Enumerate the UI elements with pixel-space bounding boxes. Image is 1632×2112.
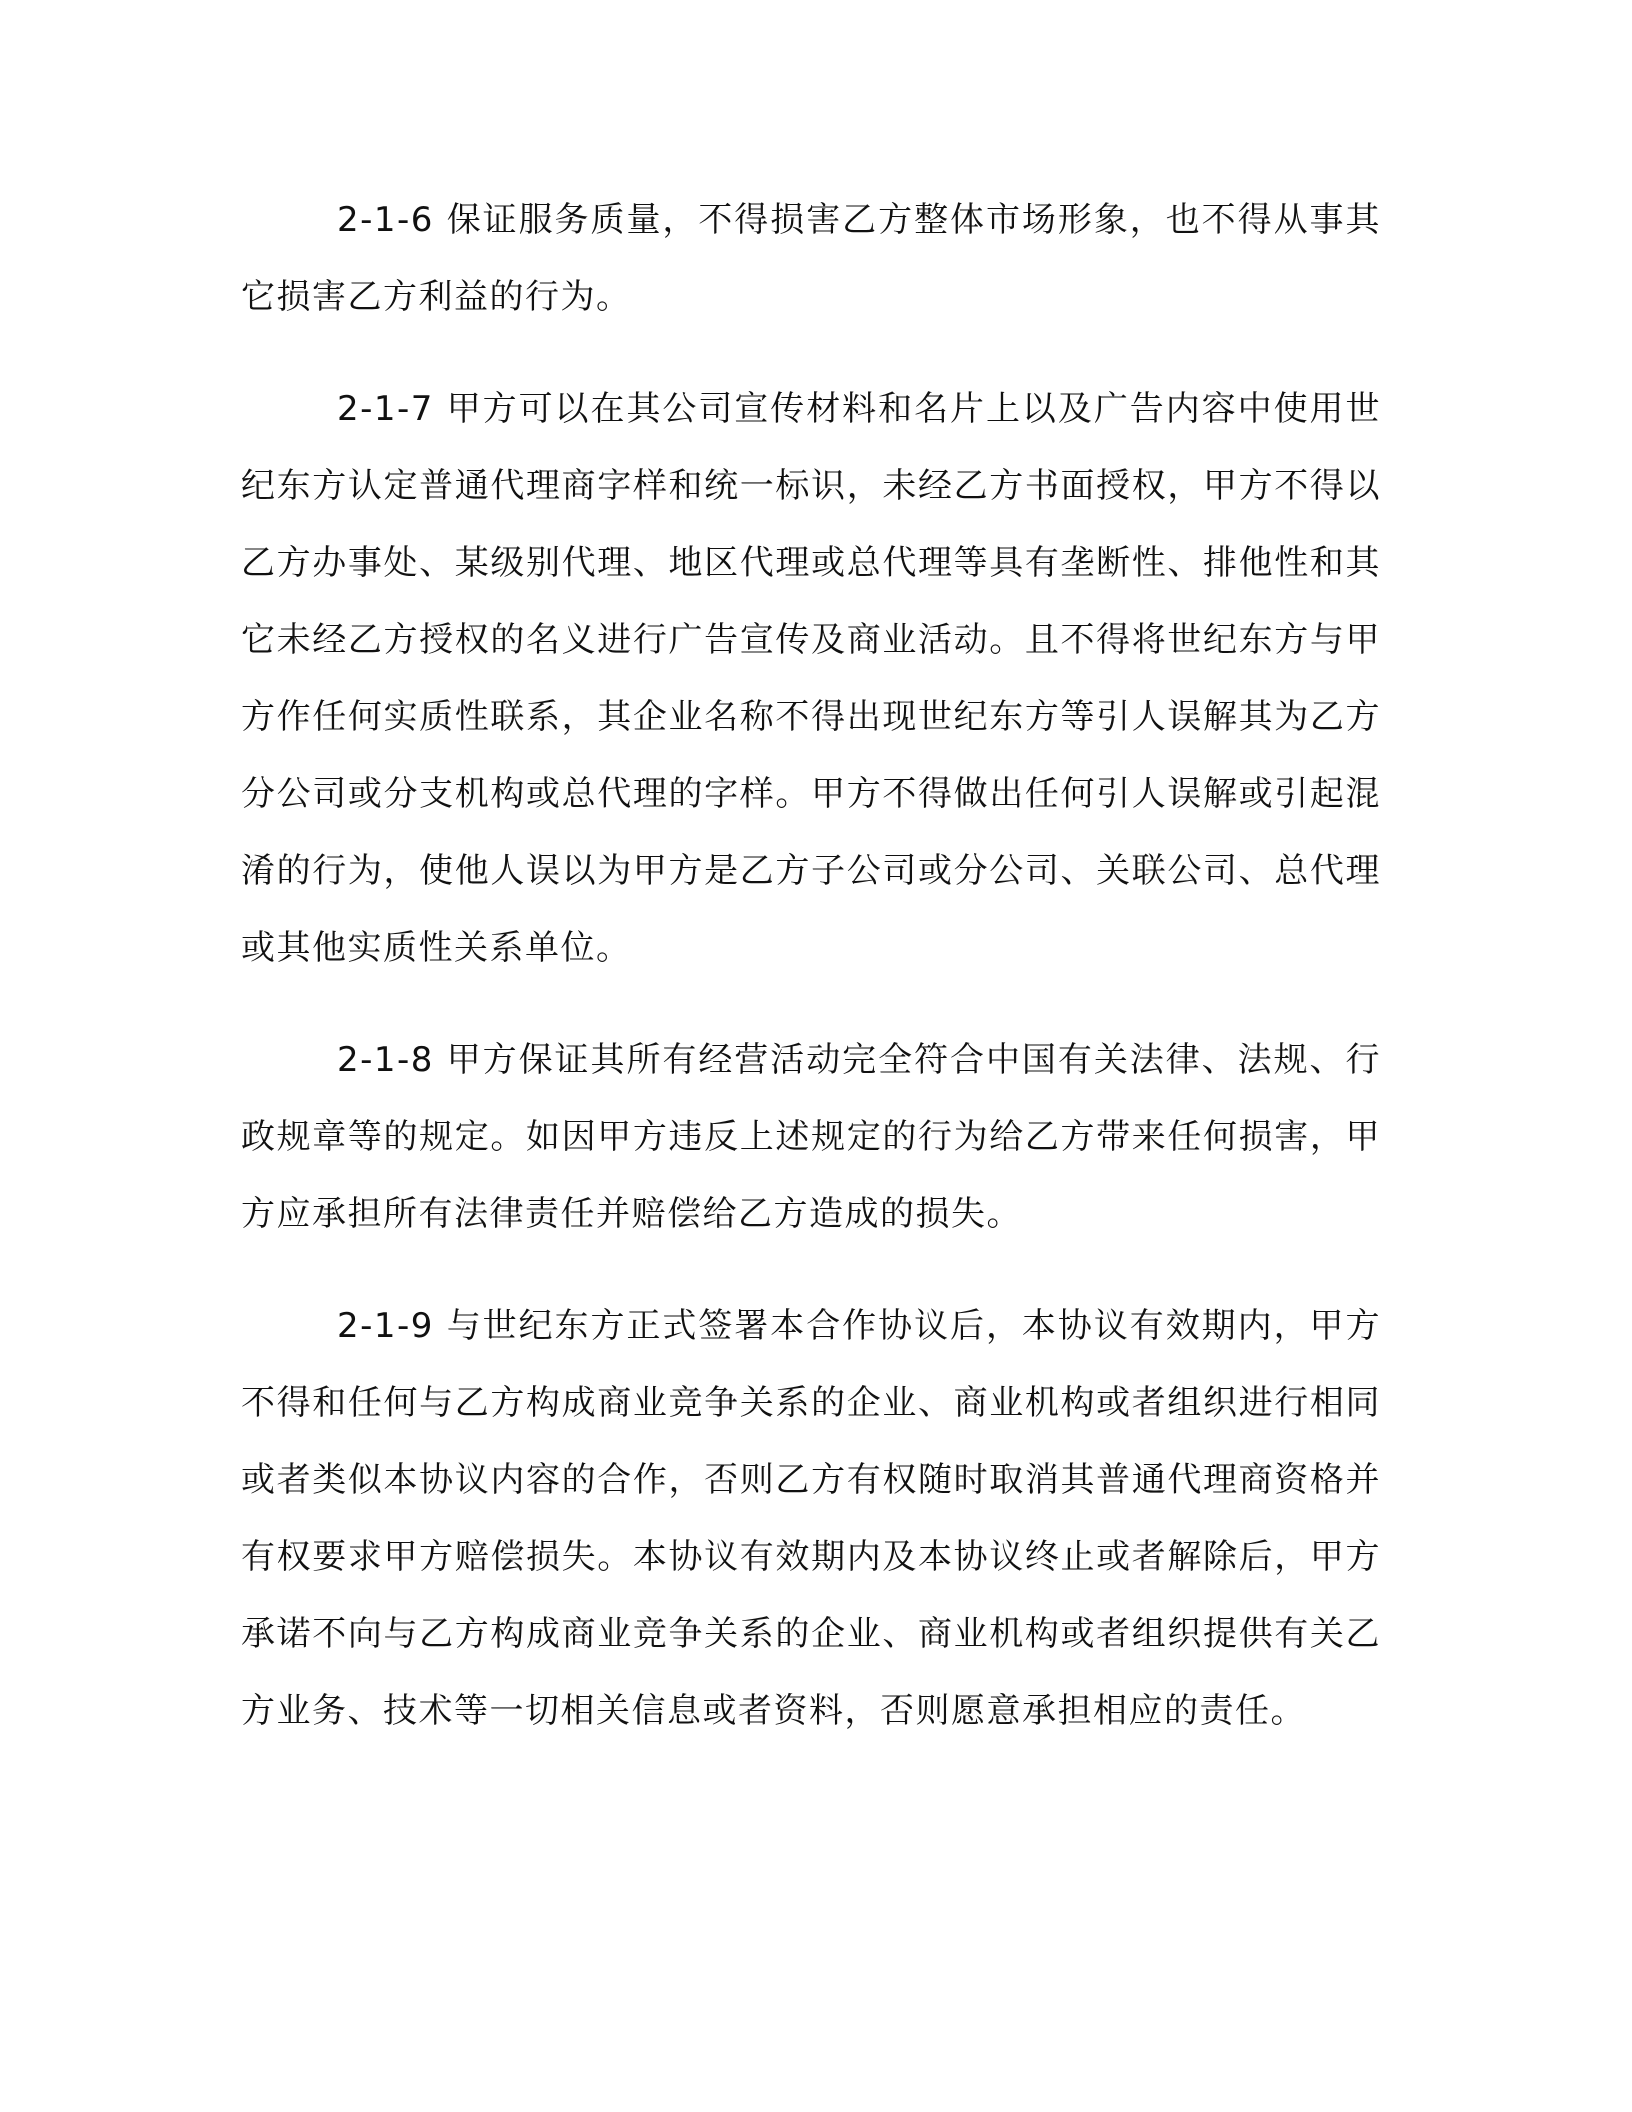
clause-2-1-9: 2-1-9 与世纪东方正式签署本合作协议后，本协议有效期内，甲方不得和任何与乙方构成商业竞争关系的企业、商业机构或者组织进行相同或者类似本协议内容的合作，否则乙方有权随时取消其普通代理商资格并有权要求甲方赔偿损失。本协议有效期内及本协议终止或者解除后，甲方承诺不向与乙方构成商业竞争关系的企业、商业机构或者组织提供有关乙方业务、技术等一切相关信息或者资料，否则愿意承担相应的责任。 [241,1306,1381,1731]
clause-2-1-7: 2-1-7 甲方可以在其公司宣传材料和名片上以及广告内容中使用世纪东方认定普通代理商字样和统一标识，未经乙方书面授权，甲方不得以乙方办事处、某级别代理、地区代理或总代理等具有垄断性、排他性和其它未经乙方授权的名义进行广告宣传及商业活动。且不得将世纪东方与甲方作任何实质性联系，其企业名称不得出现世纪东方等引人误解其为乙方分公司或分支机构或总代理的字样。甲方不得做出任何引人误解或引起混淆的行为，使他人误以为甲方是乙方子公司或分公司、关联公司、总代理或其他实质性关系单位。 [241,389,1381,968]
clause-2-1-8: 2-1-8 甲方保证其所有经营活动完全符合中国有关法律、法规、行政规章等的规定。如因甲方违反上述规定的行为给乙方带来任何损害，甲方应承担所有法律责任并赔偿给乙方造成的损失。 [241,1040,1381,1234]
document-body [241,182,1381,1785]
clause-2-1-6: 2-1-6 保证服务质量，不得损害乙方整体市场形象，也不得从事其它损害乙方利益的行为。 [241,200,1381,317]
